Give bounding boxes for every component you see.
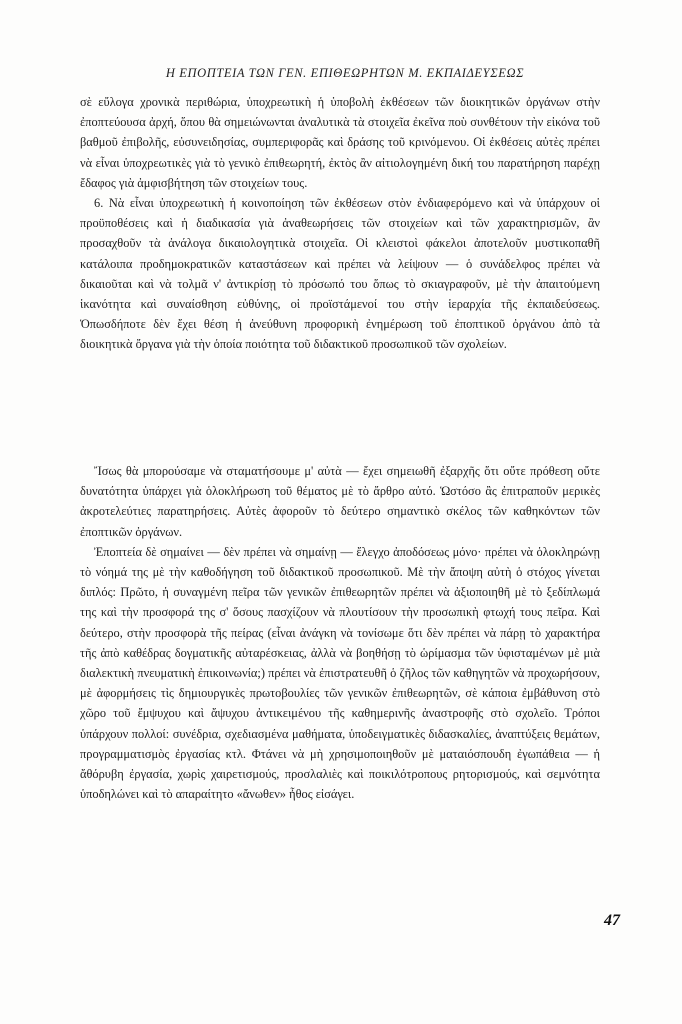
page-number: 47 bbox=[604, 912, 620, 929]
text-block-lower bbox=[80, 461, 600, 804]
paragraph-numbered-6: 6. Νὰ εἶναι ὑποχρεωτικὴ ἡ κοινοποίηση τῶν ἐκθέσεων στὸν ἐνδιαφερόμενο καὶ νὰ ὑπάρχουν οἱ προϋποθέσεις καὶ ἡ διαδικασία γιὰ ἀναθεωρήσεις τῶν στοιχείων καὶ τῶν χαρακτηρισμῶν, ἂν προσαχθοῦν τὰ ἀνάλογα δικαιολογητικὰ στοιχεῖα. Οἱ κλειστοὶ φάκελοι ἀποτελοῦν μυστικοπαθῆ κατάλοιπα προδημοκρατικῶν καταστάσεων καὶ πρέπει νὰ λείψουν — ὁ συνάδελφος πρέπει νὰ δικαιοῦται καὶ νὰ τολμᾶ ν' ἀντικρίσῃ τὸ πρόσωπό του ὅπως τὸ σκιαγραφοῦν, μὲ τὴν ἀπαιτούμενη ἱκανότητα καὶ συναίσθηση εὐθύνης, οἱ προϊστάμενοί του στὴν ἱεραρχία τῆς ἐκπαιδεύσεως. Ὁπωσδήποτε δὲν ἔχει θέση ἡ ἀνεύθυνη προφορικὴ ἐνημέρωση τοῦ ἐποπτικοῦ ὀργάνου ἀπὸ τὰ διοικητικὰ ὄργανα γιὰ τὴν ὁποία ποιότητα τοῦ διδακτικοῦ προσωπικοῦ τῶν σχολείων. bbox=[80, 196, 600, 352]
running-head: Η ΕΠΟΠΤΕΙΑ ΤΩΝ ΓΕΝ. ΕΠΙΘΕΩΡΗΤΩΝ Μ. ΕΚΠΑΙΔΕΥΣΕΩΣ bbox=[165, 66, 525, 80]
paragraph: Ἴσως θὰ μπορούσαμε νὰ σταματήσουμε μ' αὐτὰ — ἔχει σημειωθῆ ἐξαρχῆς ὅτι οὔτε πρόθεση οὔτε δυνατότητα ὑπάρχει γιὰ ὁλοκλήρωση τοῦ θέματος μὲ τὸ ἄρθρο αὐτό. Ὡστόσο ἂς ἐπιτραποῦν μερικὲς ἀκροτελεύτιες παρατηρήσεις. Αὐτὲς ἀφοροῦν τὸ δεύτερο σημαντικὸ σκέλος τῶν καθηκόντων τῶν ἐποπτικῶν ὀργάνων. bbox=[80, 464, 600, 539]
paragraph: σὲ εὔλογα χρονικὰ περιθώρια, ὑποχρεωτικὴ ἡ ὑποβολὴ ἐκθέσεων τῶν διοικητικῶν ὀργάνων στὴν ἐποπτεύουσα ἀρχή, ὅπου θὰ σημειώνωνται ἀναλυτικὰ τὰ στοιχεῖα ἐκεῖνα ποὺ συνθέτουν τὴν εἰκόνα τοῦ βαθμοῦ ἐπιβολῆς, εὐσυνειδησίας, συμπεριφορᾶς καὶ δράσης τοῦ κρινόμενου. Οἱ ἐκθέσεις αὐτὲς πρέπει νὰ εἶναι ὑποχρεωτικὲς γιὰ τὸ γενικὸ ἐπιθεωρητή, ἐκτὸς ἂν αἰτιολογημένη δική του παρατήρηση παρέχῃ ἔδαφος γιὰ ἀμφισβήτηση τῶν στοιχείων τους. bbox=[80, 95, 600, 190]
paragraph: Ἐποπτεία δὲ σημαίνει — δὲν πρέπει νὰ σημαίνῃ — ἔλεγχο ἀποδόσεως μόνο· πρέπει νὰ ὁλοκληρώνῃ τὸ νόημά της μὲ τὴν καθοδήγηση τοῦ διδακτικοῦ προσωπικοῦ. Μὲ τὴν ἄποψη αὐτὴ ὁ στόχος γίνεται διπλός: Πρῶτο, ἡ συναγμένη πεῖρα τῶν γενικῶν ἐπιθεωρητῶν πρέπει νὰ ἀξιοποιηθῆ μὲ τὸ ξεδίπλωμά της καὶ τὴν προσφορά της σ' ὅσους πασχίζουν νὰ πλουτίσουν τὴν προσωπικὴ φτωχή τους πεῖρα. Καὶ δεύτερο, στὴν προσφορὰ τῆς πείρας (εἶναι ἀνάγκη νὰ τονίσωμε ὅτι δὲν πρέπει νὰ πάρῃ τὸ χαρακτήρα τῆς ἀπὸ καθέδρας δογματικῆς αὐταρέσκειας, ἀλλὰ νὰ βοηθήσῃ τὸ ὡρίμασμα τῶν ὑφισταμένων μὲ μιὰ διαλεκτικὴ πνευματικὴ ἐπικοινωνία;) πρέπει νὰ ἐπιστρατευθῆ ὁ ζῆλος τῶν καθηγητῶν νὰ προχωρήσουν, μὲ ἀφορμήσεις τὶς δημιουργικὲς πρωτοβουλίες τῶν γενικῶν ἐπιθεωρητῶν, σὲ κάποια ἐμβάθυνση στὸ χῶρο τοῦ ἔμψυχου καὶ ἄψυχου ἀντικειμένου τῆς καθημερινῆς ἀναστροφῆς στὸ σχολεῖο. Τρόποι ὑπάρχουν πολλοί: συνέδρια, σχεδιασμένα μαθήματα, ὑποδειγματικὲς διδασκαλίες, ἀναπτύξεις θεμάτων, προγραμματισμὸς ἐργασίας κτλ. Φτάνει νὰ μὴ χρησιμοποιηθοῦν μὲ ματαιόσπουδη ἐγωπάθεια — ἡ ἄθόρυβη ἐργασία, χωρὶς χαιρετισμούς, προσλαλιὲς καὶ ποικιλότροπους ρητορισμούς, καὶ σεμνότητα ὑποδηλώνει καὶ τὸ απαραίτητο «ἄνωθεν» ἦθος εἰσάγει. bbox=[80, 544, 600, 802]
text-block-upper bbox=[80, 92, 600, 355]
